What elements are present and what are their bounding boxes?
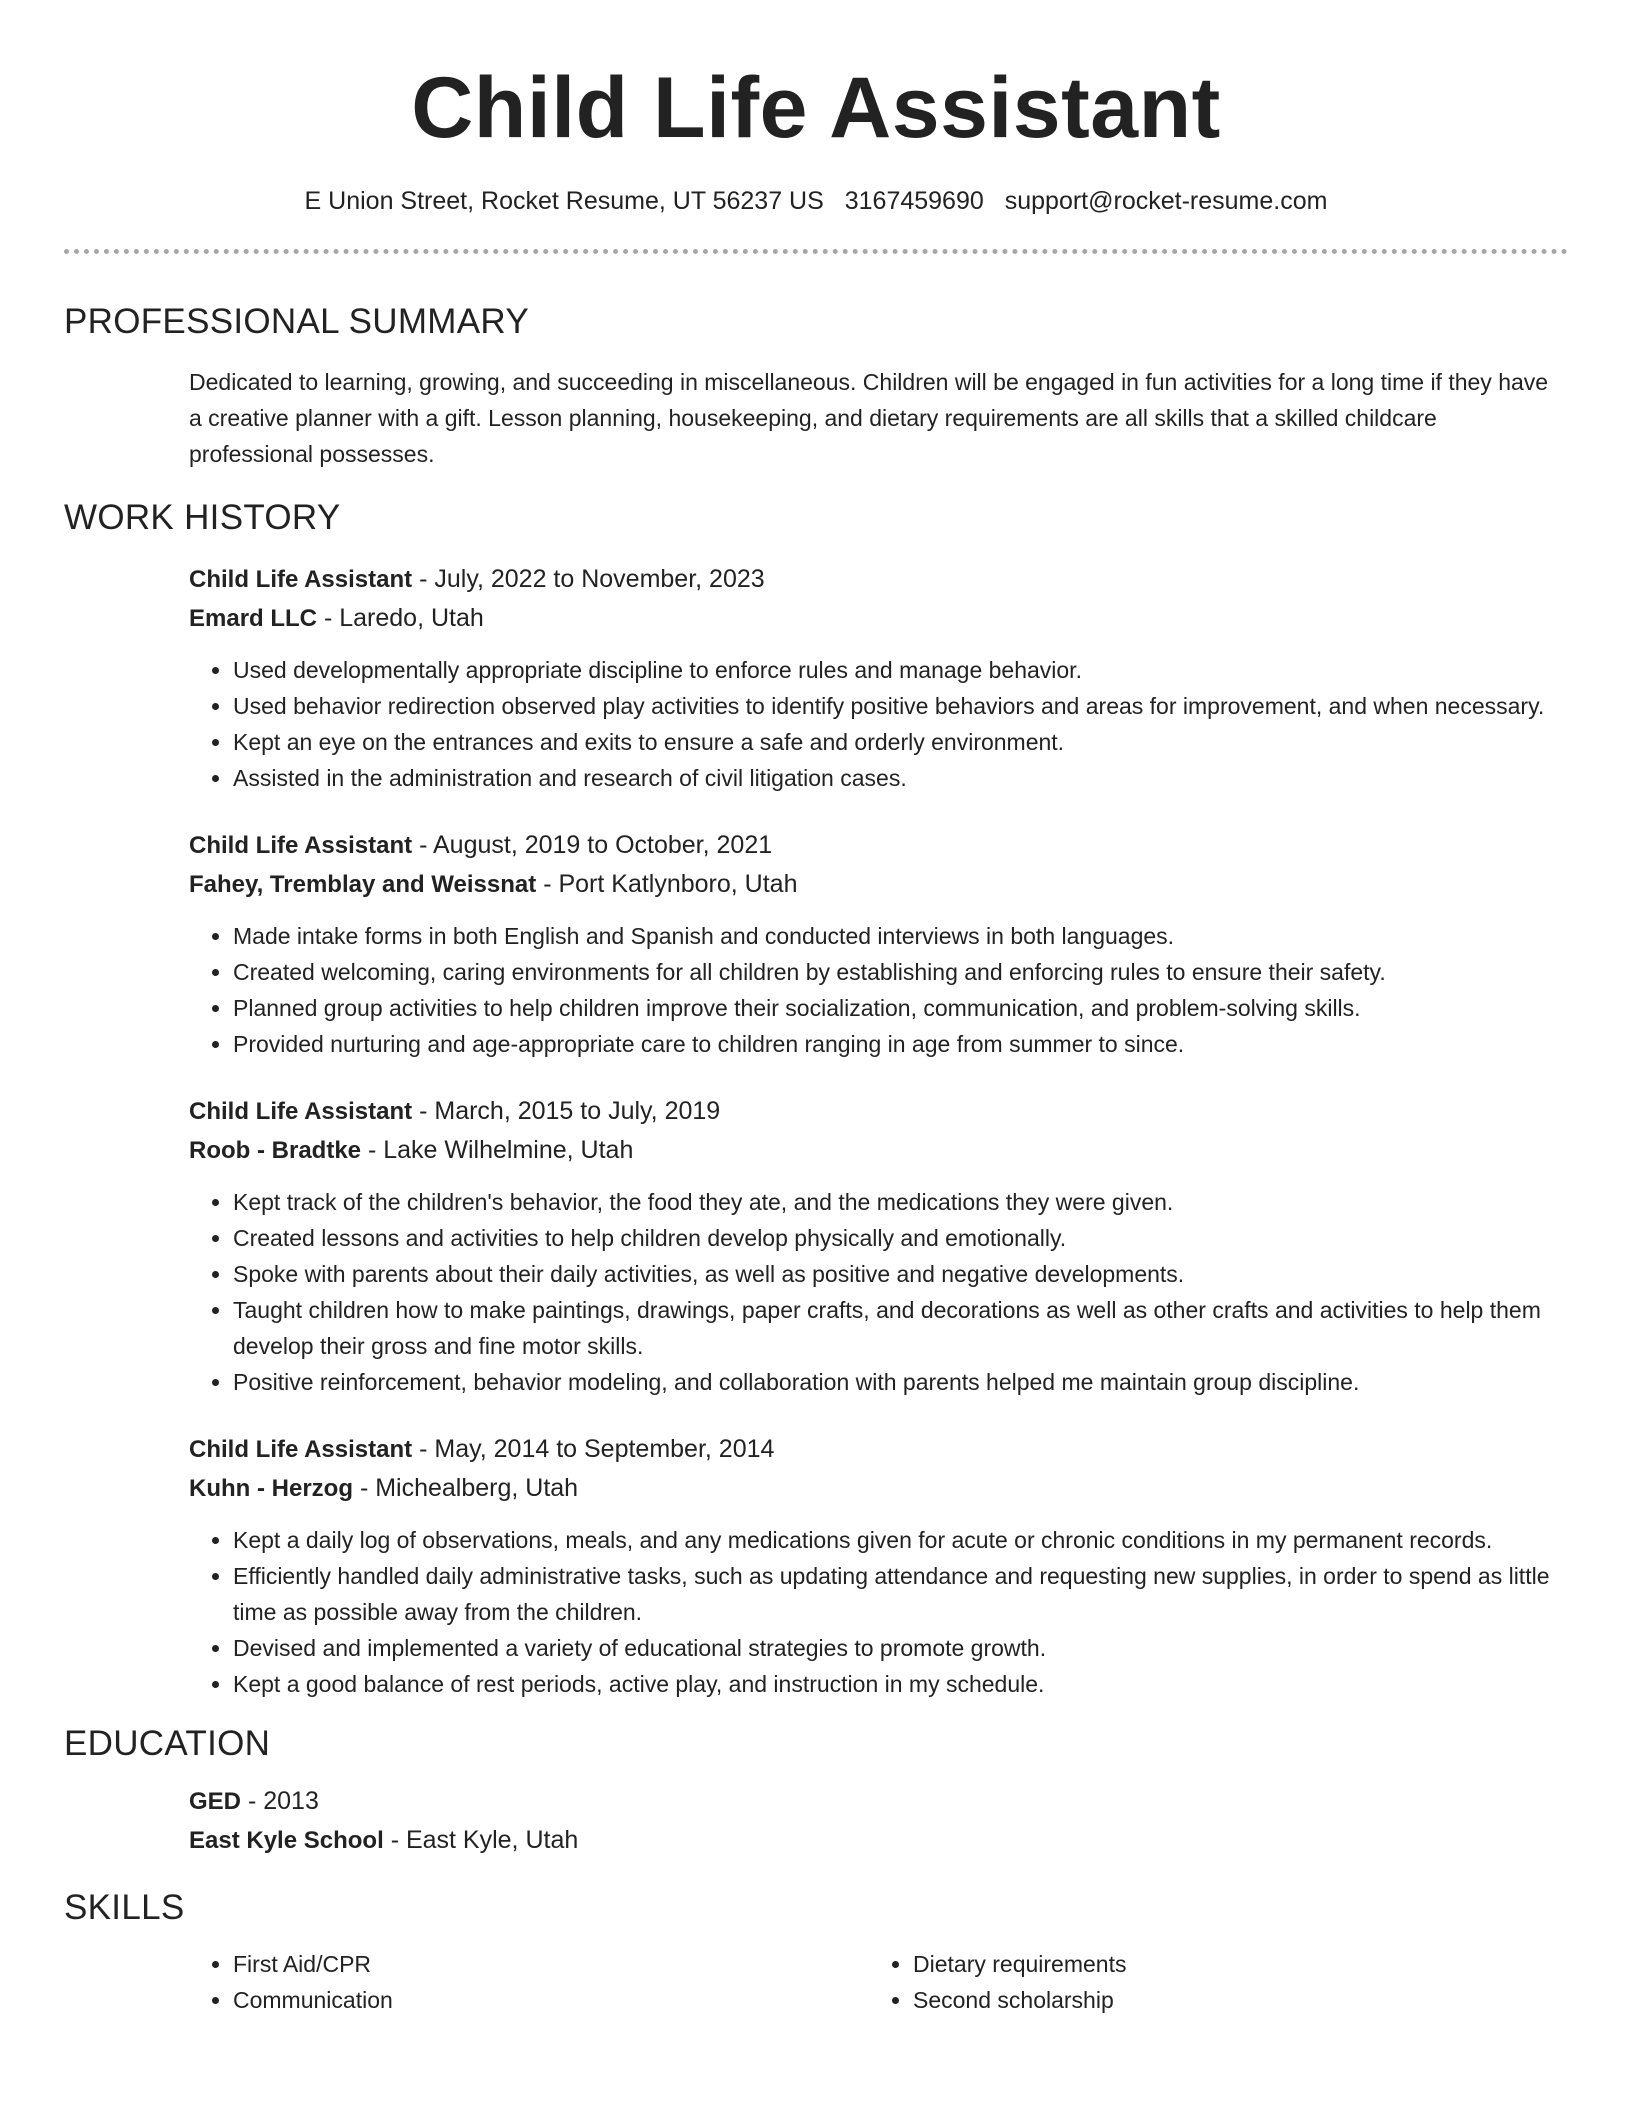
skills-title: SKILLS: [64, 1888, 185, 1927]
job-role: Child Life Assistant: [189, 1436, 413, 1463]
skill-item: • Communication: [233, 1982, 869, 2018]
skills-column-left: [189, 1946, 869, 2018]
education-school-line: [189, 1821, 1558, 1860]
summary-text: Dedicated to learning, growing, and succeeding in miscellaneous. Children will be engaged in fun activities for a long time if they have a creative planner with a gift. Lesson planning, housekeeping, and dietary requirements are all skills that a skilled childcare professional possesses.: [189, 369, 1549, 467]
job-company: Emard LLC: [189, 605, 318, 632]
job-company: Roob - Bradtke: [189, 1137, 362, 1164]
job-dates: - July, 2022 to November, 2023: [419, 565, 765, 593]
job-bullet: • Devised and implemented a variety of educational strategies to promote growth.: [233, 1630, 1558, 1666]
job-entry: [189, 826, 1558, 1062]
header-divider: [64, 249, 1568, 254]
work-history-section: [0, 496, 1632, 1702]
job-bullet: • Positive reinforcement, behavior modeling, and collaboration with parents helped me maintain group discipline.: [233, 1364, 1558, 1400]
job-bullets: [189, 1184, 1558, 1400]
job-bullets: [189, 652, 1558, 796]
job-bullet: • Efficiently handled daily administrative tasks, such as updating attendance and requesting new supplies, in order to spend as little time as possible away from the children.: [233, 1558, 1558, 1630]
job-location: - Michealberg, Utah: [359, 1474, 579, 1502]
job-company-line: [189, 865, 1558, 904]
job-bullet: • Kept track of the children's behavior, the food they ate, and the medications they were given.: [233, 1184, 1558, 1220]
job-dates: - August, 2019 to October, 2021: [419, 831, 773, 859]
job-bullets: [189, 1522, 1558, 1702]
work-history-title: WORK HISTORY: [64, 498, 341, 537]
education-degree: GED: [189, 1788, 242, 1815]
job-company-line: [189, 1469, 1558, 1508]
job-bullet: • Used behavior redirection observed play activities to identify positive behaviors and areas for improvement, and when necessary.: [233, 688, 1558, 724]
education-location: - East Kyle, Utah: [390, 1826, 579, 1854]
job-entry: [189, 1092, 1558, 1400]
job-bullet: • Made intake forms in both English and Spanish and conducted interviews in both languages.: [233, 918, 1558, 954]
education-year: - 2013: [247, 1787, 319, 1815]
job-bullet: • Created lessons and activities to help children develop physically and emotionally.: [233, 1220, 1558, 1256]
job-company-line: [189, 1131, 1558, 1170]
job-role-line: [189, 560, 1558, 599]
job-bullet: • Used developmentally appropriate discipline to enforce rules and manage behavior.: [233, 652, 1558, 688]
job-dates: - May, 2014 to September, 2014: [419, 1435, 775, 1463]
skills-list: [189, 1946, 1558, 2018]
education-degree-line: [189, 1782, 1558, 1821]
job-location: - Lake Wilhelmine, Utah: [367, 1136, 634, 1164]
job-bullet: • Kept a good balance of rest periods, active play, and instruction in my schedule.: [233, 1666, 1558, 1702]
summary-section: [0, 300, 1632, 472]
education-school: East Kyle School: [189, 1827, 384, 1854]
job-bullet: • Provided nurturing and age-appropriate care to children ranging in age from summer to since.: [233, 1026, 1558, 1062]
job-role-line: [189, 826, 1558, 865]
skills-column-right: [869, 1946, 1549, 2018]
education-section: [0, 1722, 1632, 1860]
job-company-line: [189, 599, 1558, 638]
job-bullet: • Planned group activities to help children improve their socialization, communication, and problem-solving skills.: [233, 990, 1558, 1026]
job-bullet: • Kept an eye on the entrances and exits to ensure a safe and orderly environment.: [233, 724, 1558, 760]
job-role: Child Life Assistant: [189, 566, 413, 593]
education-title: EDUCATION: [64, 1724, 271, 1763]
job-bullet: • Kept a daily log of observations, meals, and any medications given for acute or chronic conditions in my permanent records.: [233, 1522, 1558, 1558]
contact-address: E Union Street, Rocket Resume, UT 56237 US: [304, 187, 824, 215]
contact-email: support@rocket-resume.com: [1004, 187, 1328, 215]
contact-phone: 3167459690: [844, 187, 984, 215]
job-bullet: • Created welcoming, caring environments for all children by establishing and enforcing rules to ensure their safety.: [233, 954, 1558, 990]
skill-item: • Dietary requirements: [913, 1946, 1549, 1982]
job-bullet: • Spoke with parents about their daily activities, as well as positive and negative developments.: [233, 1256, 1558, 1292]
job-role: Child Life Assistant: [189, 832, 413, 859]
job-location: - Laredo, Utah: [323, 604, 484, 632]
candidate-name: Child Life Assistant: [411, 60, 1221, 156]
job-entry: [189, 560, 1558, 796]
skill-item: • Second scholarship: [913, 1982, 1549, 2018]
summary-title: PROFESSIONAL SUMMARY: [64, 302, 529, 341]
job-bullet: • Taught children how to make paintings, drawings, paper crafts, and decorations as well as other crafts and activities to help them develop their gross and fine motor skills.: [233, 1292, 1558, 1364]
job-entry: [189, 1430, 1558, 1702]
job-company: Kuhn - Herzog: [189, 1475, 353, 1502]
job-company: Fahey, Tremblay and Weissnat: [189, 871, 537, 898]
job-bullet: • Assisted in the administration and research of civil litigation cases.: [233, 760, 1558, 796]
skills-section: [0, 1886, 1632, 2018]
resume-header: [0, 0, 1632, 254]
skill-item: • First Aid/CPR: [233, 1946, 869, 1982]
job-role-line: [189, 1092, 1558, 1131]
job-location: - Port Katlynboro, Utah: [543, 870, 798, 898]
job-dates: - March, 2015 to July, 2019: [419, 1097, 721, 1125]
job-role-line: [189, 1430, 1558, 1469]
job-bullets: [189, 918, 1558, 1062]
contact-line: [0, 186, 1632, 216]
job-role: Child Life Assistant: [189, 1098, 413, 1125]
